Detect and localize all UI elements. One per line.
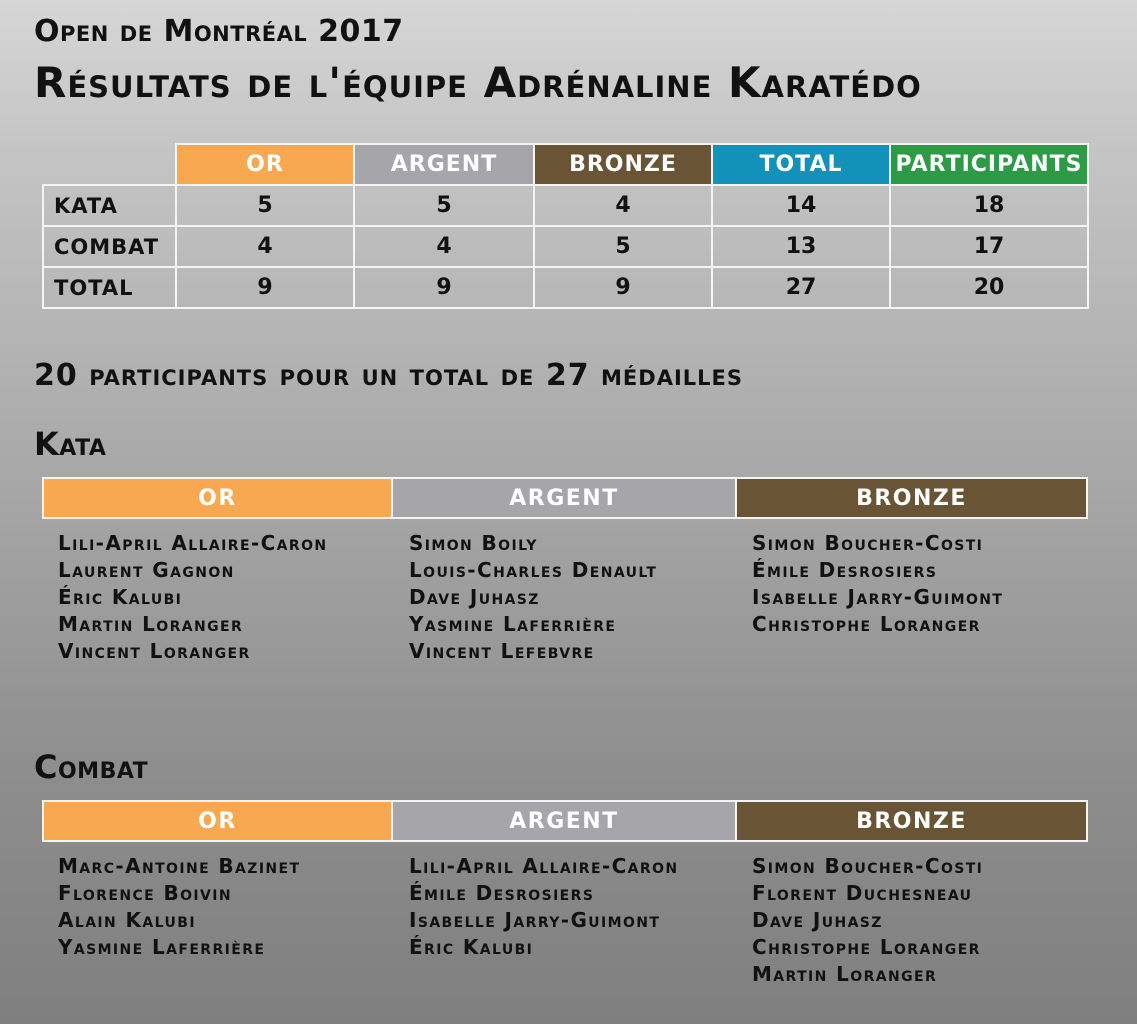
list-item: Éric Kalubi (58, 585, 183, 609)
table-row (43, 267, 1088, 308)
list-item: Lili-April Allaire-Caron (409, 854, 679, 878)
summary-header-total: TOTAL (712, 144, 890, 185)
list-item: Alain Kalubi (58, 908, 196, 932)
list-item: Christophe Loranger (752, 612, 981, 636)
kata-section-title: Kata (34, 425, 107, 463)
list-item: Yasmine Laferrière (58, 935, 266, 959)
list-item: Martin Loranger (58, 612, 244, 636)
list-item: Yasmine Laferrière (409, 612, 617, 636)
list-item: Simon Boily (409, 531, 538, 555)
table-cell: 9 (534, 267, 712, 308)
kata-header-or: OR (44, 479, 393, 517)
list-item: Dave Juhasz (409, 585, 540, 609)
list-item: Christophe Loranger (752, 935, 981, 959)
summary-header-or: OR (176, 144, 354, 185)
table-cell: 5 (534, 226, 712, 267)
table-cell: 5 (354, 185, 534, 226)
table-cell: 4 (354, 226, 534, 267)
table-cell: 9 (354, 267, 534, 308)
list-item: Vincent Lefebvre (409, 639, 595, 663)
list-item: Simon Boucher-Costi (752, 531, 984, 555)
kata-medal-header (42, 477, 1088, 519)
list-item: Émile Desrosiers (752, 558, 938, 582)
combat-header-bronze: BRONZE (737, 802, 1086, 840)
list-item: Florence Boivin (58, 881, 232, 905)
page-title: Résultats de l'équipe Adrénaline Karatédo (34, 58, 922, 107)
list-item: Vincent Loranger (58, 639, 251, 663)
list-item: Florent Duchesneau (752, 881, 973, 905)
summary-header-participants: PARTICIPANTS (890, 144, 1088, 185)
kata-header-bronze: BRONZE (737, 479, 1086, 517)
combat-bronze-list (752, 853, 983, 988)
summary-header-bronze: BRONZE (534, 144, 712, 185)
list-item: Isabelle Jarry-Guimont (752, 585, 1004, 609)
combat-section-title: Combat (34, 748, 149, 786)
list-item: Marc-Antoine Bazinet (58, 854, 301, 878)
list-item: Simon Boucher-Costi (752, 854, 984, 878)
summary-header-argent: ARGENT (354, 144, 534, 185)
summary-header-row (43, 144, 1088, 185)
combat-header-argent: ARGENT (393, 802, 737, 840)
table-cell: 13 (712, 226, 890, 267)
table-cell: 27 (712, 267, 890, 308)
table-cell: 17 (890, 226, 1088, 267)
combat-argent-list (409, 853, 679, 961)
table-cell: 18 (890, 185, 1088, 226)
row-label-kata: KATA (43, 185, 176, 226)
list-item: Martin Loranger (752, 962, 938, 986)
event-subtitle: Open de Montréal 2017 (34, 14, 404, 49)
table-row (43, 185, 1088, 226)
combat-header-or: OR (44, 802, 393, 840)
table-cell: 4 (534, 185, 712, 226)
list-item: Lili-April Allaire-Caron (58, 531, 328, 555)
medal-summary-table (42, 143, 1089, 309)
kata-header-argent: ARGENT (393, 479, 737, 517)
summary-line: 20 participants pour un total de 27 médailles (34, 358, 744, 393)
list-item: Louis-Charles Denault (409, 558, 658, 582)
kata-argent-list (409, 530, 657, 665)
combat-medal-header (42, 800, 1088, 842)
list-item: Émile Desrosiers (409, 881, 595, 905)
list-item: Dave Juhasz (752, 908, 883, 932)
row-label-total: TOTAL (43, 267, 176, 308)
table-cell: 20 (890, 267, 1088, 308)
table-cell: 14 (712, 185, 890, 226)
kata-bronze-list (752, 530, 1003, 638)
table-row (43, 226, 1088, 267)
table-cell: 4 (176, 226, 354, 267)
list-item: Éric Kalubi (409, 935, 534, 959)
list-item: Laurent Gagnon (58, 558, 235, 582)
list-item: Isabelle Jarry-Guimont (409, 908, 661, 932)
summary-corner-cell (43, 144, 176, 185)
table-cell: 5 (176, 185, 354, 226)
combat-or-list (58, 853, 300, 961)
row-label-combat: COMBAT (43, 226, 176, 267)
table-cell: 9 (176, 267, 354, 308)
kata-or-list (58, 530, 328, 665)
